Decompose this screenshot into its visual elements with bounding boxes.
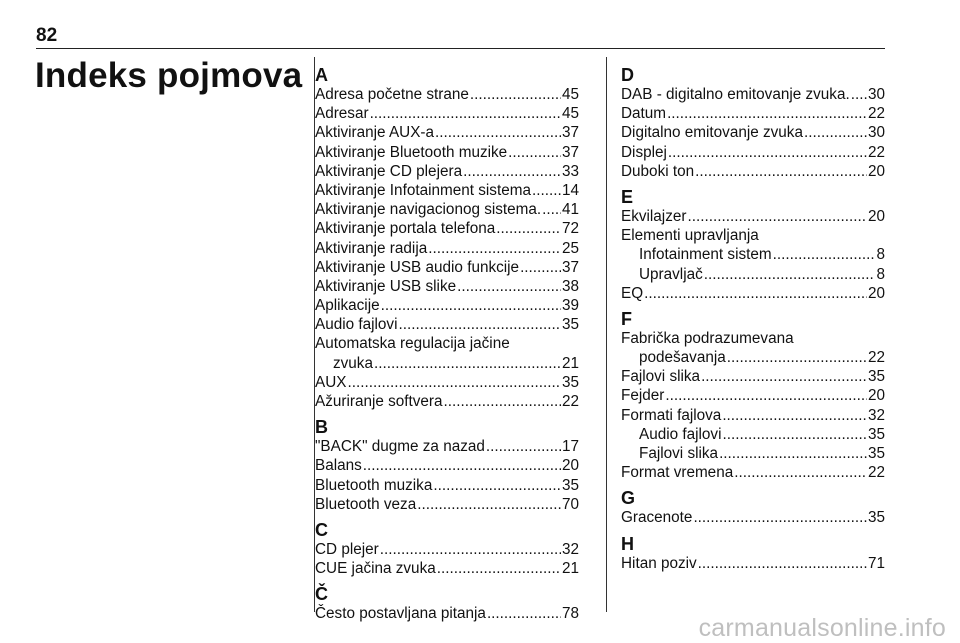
index-entry[interactable] [621, 123, 885, 142]
entry-term: EQ [621, 284, 644, 302]
entry-page-number: 38 [561, 277, 579, 295]
entry-term: DAB - digitalno emitovanje zvuka. [621, 86, 850, 103]
entry-page-number: 35 [867, 425, 885, 443]
entry-term: Fejder [621, 387, 665, 405]
dot-leader [508, 143, 561, 162]
entry-term: Aktiviranje Infotainment sistema [315, 181, 531, 199]
index-entry[interactable] [621, 245, 885, 264]
dot-leader [520, 258, 561, 277]
entry-term: Aktiviranje portala telefona [315, 220, 496, 238]
dot-leader [804, 123, 867, 142]
entry-term: Hitan poziv [621, 554, 697, 572]
dot-leader [701, 367, 867, 386]
entry-page-number: 22 [867, 143, 885, 161]
index-entry[interactable] [621, 444, 885, 463]
entry-term: AUX [315, 373, 347, 391]
index-column-2 [621, 65, 885, 579]
dot-leader [370, 104, 561, 123]
index-entry[interactable] [621, 508, 885, 527]
index-entry[interactable] [621, 329, 885, 348]
entry-term: Adresa početne strane [315, 86, 469, 103]
index-entry[interactable] [315, 296, 579, 315]
index-entry[interactable] [315, 123, 579, 142]
dot-leader [542, 200, 561, 219]
entry-page-number: 30 [867, 86, 885, 103]
dot-leader [693, 508, 867, 527]
dot-leader [695, 162, 867, 181]
section-letter: A [315, 65, 328, 85]
entry-term: Aktiviranje AUX-a [315, 124, 435, 142]
entry-page-number: 35 [561, 476, 579, 494]
dot-leader [722, 406, 867, 425]
section-letter: B [315, 417, 328, 438]
index-entry[interactable] [621, 104, 885, 123]
dot-leader [374, 354, 561, 373]
index-entry[interactable] [621, 143, 885, 162]
section-letter: H [621, 533, 634, 554]
dot-leader [398, 315, 561, 334]
entry-term: "BACK" dugme za nazad [315, 438, 485, 456]
index-entry[interactable] [315, 373, 579, 392]
entry-term: Aktiviranje USB audio funkcije [315, 258, 520, 276]
dot-leader [734, 463, 867, 482]
dot-leader [435, 123, 561, 142]
index-column-1 [315, 65, 579, 630]
index-entry[interactable] [621, 406, 885, 425]
entry-term: Ažuriranje softvera [315, 393, 443, 410]
index-entry[interactable] [315, 219, 579, 238]
entry-page-number: 45 [561, 86, 579, 103]
entry-page-number: 21 [561, 354, 579, 372]
dot-leader [463, 162, 561, 181]
entry-page-number: 35 [867, 445, 885, 462]
index-entry[interactable] [315, 604, 579, 623]
index-entry[interactable] [621, 348, 885, 367]
index-entry[interactable] [315, 456, 579, 475]
entry-page-number: 70 [561, 495, 579, 513]
dot-leader [773, 245, 876, 264]
entry-term: Aktiviranje USB slike [315, 277, 457, 295]
entry-page-number: 35 [867, 368, 885, 386]
entry-term: Datum [621, 105, 667, 123]
entry-term: Aktiviranje Bluetooth muzike [315, 143, 508, 161]
entry-page-number: 22 [867, 464, 885, 482]
index-section [621, 488, 885, 527]
entry-term: Aktiviranje CD plejera [315, 162, 463, 180]
entry-page-number: 41 [561, 201, 579, 219]
index-entry[interactable] [621, 265, 885, 284]
entry-page-number: 30 [867, 124, 885, 142]
dot-leader [470, 85, 561, 104]
dot-leader [719, 444, 867, 463]
entry-page-number: 35 [561, 316, 579, 334]
index-entry[interactable] [621, 162, 885, 181]
dot-leader [347, 373, 561, 392]
index-entry[interactable] [621, 367, 885, 386]
entry-term: Bluetooth veza [315, 495, 417, 513]
entry-page-number: 8 [876, 265, 885, 283]
entry-term: Elementi upravljanja [621, 227, 759, 245]
dot-leader [363, 456, 561, 475]
entry-page-number: 22 [867, 105, 885, 123]
index-entry[interactable] [315, 495, 579, 514]
index-entry[interactable] [621, 386, 885, 405]
index-entry[interactable] [621, 226, 885, 245]
index-entry[interactable] [315, 437, 579, 456]
dot-leader [722, 425, 867, 444]
entry-page-number: 45 [561, 105, 579, 123]
entry-term: Gracenote [621, 509, 693, 527]
entry-term: Displej [621, 143, 667, 161]
dot-leader [532, 181, 561, 200]
section-letter: Č [315, 584, 328, 605]
index-entry[interactable] [621, 85, 885, 104]
index-entry[interactable] [315, 104, 579, 123]
index-entry[interactable] [621, 554, 885, 573]
index-entry[interactable] [315, 162, 579, 181]
index-entry[interactable] [315, 277, 579, 296]
dot-leader [665, 386, 867, 405]
dot-leader [851, 85, 867, 104]
index-entry[interactable] [621, 425, 885, 444]
page-title: Indeks pojmova [35, 56, 303, 95]
dot-leader [444, 392, 561, 411]
header-rule [36, 48, 885, 49]
entry-page-number: 35 [867, 509, 885, 527]
entry-term: zvuka [333, 354, 373, 372]
entry-page-number: 78 [561, 605, 579, 623]
entry-page-number: 72 [561, 220, 579, 238]
entry-term: Audio fajlovi [639, 425, 722, 443]
index-entry[interactable] [621, 284, 885, 303]
index-entry[interactable] [315, 239, 579, 258]
dot-leader [433, 476, 561, 495]
section-letter: F [621, 308, 632, 329]
dot-leader [381, 296, 561, 315]
section-letter: E [621, 186, 634, 207]
entry-term: CD plejer [315, 540, 379, 558]
index-entry[interactable] [315, 334, 579, 353]
entry-term: Digitalno emitovanje zvuka [621, 124, 803, 142]
entry-page-number: 33 [561, 162, 579, 180]
dot-leader [496, 219, 561, 238]
entry-term: Infotainment sistem [639, 246, 772, 264]
entry-term: Aplikacije [315, 297, 380, 315]
entry-page-number: 20 [867, 284, 885, 302]
index-section [315, 417, 579, 514]
entry-term: Fabrička podrazumevana [621, 329, 794, 347]
index-section [621, 65, 885, 181]
entry-page-number: 32 [867, 406, 885, 424]
dot-leader [487, 604, 561, 623]
dot-leader [687, 207, 867, 226]
index-entry[interactable] [621, 463, 885, 482]
dot-leader [727, 348, 867, 367]
entry-term: Ekvilajzer [621, 207, 687, 225]
index-entry[interactable] [315, 200, 579, 219]
entry-page-number: 39 [561, 297, 579, 315]
entry-term: Aktiviranje radija [315, 239, 428, 257]
index-section [621, 187, 885, 303]
entry-term: Audio fajlovi [315, 316, 398, 334]
dot-leader [644, 284, 867, 303]
dot-leader [437, 559, 561, 578]
watermark: carmanualsonline.info [698, 614, 946, 642]
entry-page-number: 20 [561, 457, 579, 475]
entry-page-number: 71 [867, 554, 885, 572]
entry-term: Adresar [315, 105, 369, 123]
index-entry[interactable] [315, 540, 579, 559]
entry-term: Upravljač [639, 265, 703, 283]
entry-page-number: 20 [867, 207, 885, 225]
entry-term: Automatska regulacija jačine [315, 335, 510, 353]
index-entry[interactable] [315, 315, 579, 334]
index-section [621, 534, 885, 573]
entry-page-number: 21 [561, 560, 579, 578]
entry-term: CUE jačina zvuka [315, 560, 436, 578]
section-letter: C [315, 519, 328, 540]
dot-leader [668, 143, 867, 162]
entry-page-number: 22 [867, 349, 885, 367]
entry-term: Fajlovi slika [621, 368, 701, 386]
entry-page-number: 25 [561, 239, 579, 257]
entry-term: Bluetooth muzika [315, 476, 433, 494]
index-entry[interactable] [315, 354, 579, 373]
column-divider [606, 57, 607, 612]
index-section [621, 309, 885, 483]
entry-term: Aktiviranje navigacionog sistema. [315, 201, 542, 219]
entry-page-number: 20 [867, 162, 885, 180]
index-entry[interactable] [315, 181, 579, 200]
index-entry[interactable] [315, 143, 579, 162]
dot-leader [667, 104, 867, 123]
page-number: 82 [36, 25, 58, 46]
entry-term: Balans [315, 457, 362, 475]
dot-leader [486, 437, 561, 456]
entry-page-number: 22 [561, 393, 579, 410]
dot-leader [380, 540, 561, 559]
entry-term: Duboki ton [621, 162, 695, 180]
index-entry[interactable] [315, 476, 579, 495]
section-letter: G [621, 488, 636, 509]
dot-leader [428, 239, 561, 258]
entry-page-number: 37 [561, 258, 579, 276]
dot-leader [417, 495, 561, 514]
entry-page-number: 14 [561, 181, 579, 199]
entry-page-number: 8 [876, 246, 885, 264]
index-section [315, 65, 579, 411]
entry-term: Format vremena [621, 464, 734, 482]
entry-term: Često postavljana pitanja [315, 605, 486, 623]
entry-page-number: 20 [867, 387, 885, 405]
index-entry[interactable] [315, 559, 579, 578]
entry-page-number: 17 [561, 438, 579, 456]
index-entry[interactable] [315, 85, 579, 104]
index-section [315, 520, 579, 578]
entry-term: Fajlovi slika [639, 445, 719, 462]
dot-leader [698, 554, 867, 573]
entry-term: Formati fajlova [621, 406, 722, 424]
entry-page-number: 35 [561, 373, 579, 391]
dot-leader [457, 277, 561, 296]
dot-leader [704, 265, 876, 284]
entry-term: podešavanja [639, 349, 726, 367]
index-entry[interactable] [621, 207, 885, 226]
entry-page-number: 37 [561, 124, 579, 142]
index-entry[interactable] [315, 258, 579, 277]
index-section [315, 584, 579, 623]
entry-page-number: 37 [561, 143, 579, 161]
section-letter: D [621, 65, 634, 85]
entry-page-number: 32 [561, 540, 579, 558]
index-entry[interactable] [315, 392, 579, 411]
